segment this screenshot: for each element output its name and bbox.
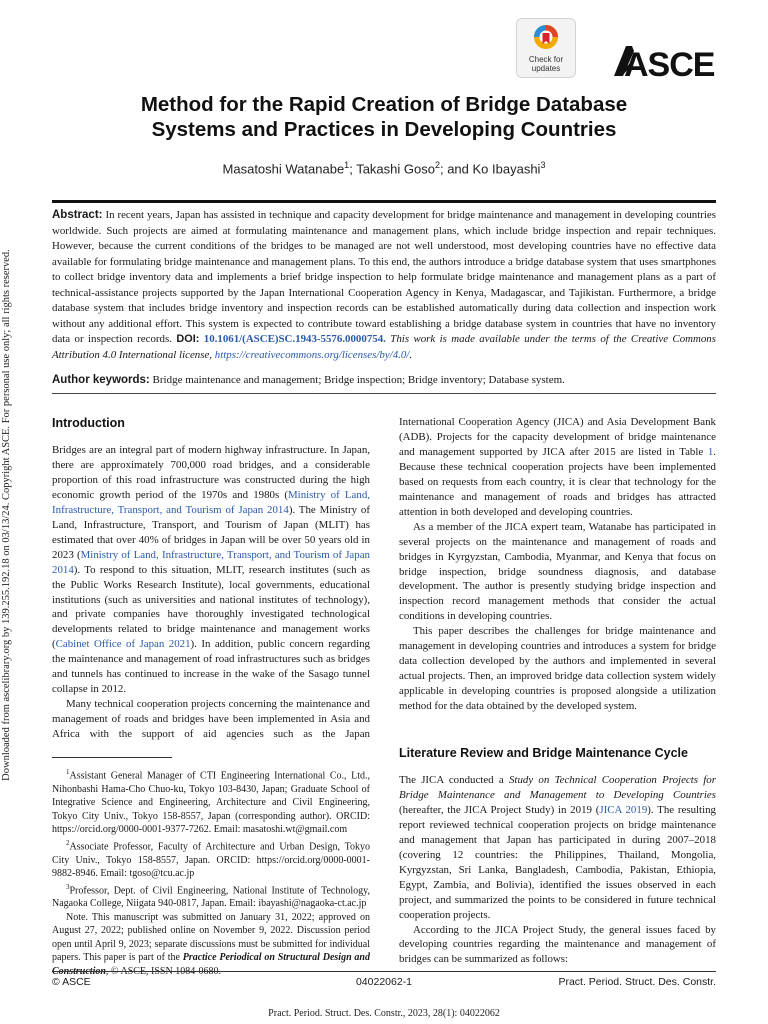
introduction-paragraph-4: This paper describes the challenges for bridge maintenance and management in developing countries and introduces a system for bridge data collection developed by the authors and implemented in several actual projects. Then, an improved bridge data collection system widely applicable in developing countries is proposed alongside a utilization method for the data obtained by the developed system. <box>399 625 716 713</box>
text-run: Bridges are an integral part of modern highway infrastructure. In Japan, there are approximately 700,000 road bridges, and a considerable proportion of this road infrastructure was constructed during the high economic growth period of the 1970s and 1980s ( <box>52 444 370 501</box>
text-run: Many technical cooperation projects concerning the maintenance and management of roads and bridges have been implemented in Asia and Africa with the support of aid agencies such as the Japan <box>52 698 370 741</box>
table-1-link[interactable]: 1 <box>707 445 714 458</box>
badge-label: Check for updates <box>528 55 564 73</box>
title-line-2: Systems and Practices in Developing Countries <box>151 118 617 141</box>
check-for-updates-badge[interactable] <box>516 18 576 78</box>
literature-paragraph-2: According to the JICA Project Study, the general issues faced by developing countries regarding the maintenance and management of bridges can be summarized as follows: <box>399 923 716 966</box>
abstract: Abstract: In recent years, Japan has assisted in technique and capacity development for bridge maintenance and management in developing countries worldwide. Such projects are aimed at formulating maintenance and management plans, which include bridge inspection and repair techniques. However, because the current conditions of the bridges to be managed are not well understood, most developing countries have no effective data available for formulating bridge maintenance and management plans. To this end, the authors introduce a bridge database system that uses smartphones to collect bridge inventory data and implements a brief bridge inspection to help formulate bridge maintenance and management plans as a part of technical-assistance projects supported by the Japan International Cooperation Agency in Kenya, Madagascar, and Tajikistan. Furthermore, a bridge database system that includes bridge inventory and inspection records can be established automatically during data collection and inspection work without any additional effort. This system is expected to contribute toward establishing a bridge database system in countries that have no inventory data or inspection records. DOI: 10.1061/(ASCE)SC.1943-5576.0000754. This work is made available under the terms of the Creative Commons Attribution 4.0 International license, https://creativecommons.org/licenses/by/4.0/. <box>52 209 716 361</box>
introduction-right-column <box>399 415 716 714</box>
abstract-label: Abstract: <box>52 209 103 221</box>
license-text: This work is made available under the terms of the Creative Commons Attribution 4.0 International license, <box>52 333 716 361</box>
author-affiliation-mark: 2 <box>434 160 440 170</box>
license-link[interactable]: https://creativecommons.org/licenses/by/4.0/ <box>214 348 410 361</box>
literature-paragraph-1: The JICA conducted a Study on Technical Cooperation Projects for Bridge Maintenance and Management to Developing Countries (hereafter, the JICA Project Study) in 2019 (JICA 2019). The resulting report reviewed technical cooperation projects on bridge maintenance and management that Japan has participated in during 2007–2018 (covering 12 countries: the Philippines, Thailand, Mongolia, Kyrgyzstan, Sri Lanka, Bangladesh, Cambodia, Pakistan, Ethiopia, Egypt, Zambia, and Bolivia), identified the issues observed in each project, and summarized the points to be considered in future technical cooperation projects. <box>399 774 716 921</box>
study-title: Study on Technical Cooperation Projects for Bridge Maintenance and Management to Developing Countries <box>399 774 716 801</box>
author-name: Ko Ibayashi <box>472 161 541 177</box>
text-run: ). In addition, public concern regarding the maintenance and management of road infrastructures such as bridges and tunnels has continued to increase in the wake of the Sasago tunnel collapse in 2012. <box>52 638 370 696</box>
reference-link-1[interactable]: Ministry of Land, Infrastructure, Transport, and Tourism of Japan 2014 <box>52 548 370 576</box>
author-affiliation-mark: 1 <box>344 160 350 170</box>
reference-link-0[interactable]: Ministry of Land, Infrastructure, Transport, and Tourism of Japan 2014 <box>52 488 370 516</box>
text-run: ). The Ministry of Land, Infrastructure, Transport, and Tourism of Japan (MLIT) has estimated that over 40% of bridges in Japan will be over 50 years old in 2023 ( <box>52 503 370 561</box>
introduction-left-column <box>52 443 370 742</box>
keywords-text: Bridge maintenance and management; Bridge inspection; Bridge inventory; Database system. <box>149 374 565 386</box>
text-run: International Cooperation Agency (JICA) and Asia Development Bank (ADB). Projects for the capacity development of bridge maintenance and management supported by JICA after 2015 are listed in <box>399 416 716 458</box>
text-run: . Because these technical cooperation projects have been implemented based on requests from each country, it is clear that technology for the maintenance and management of roads and bridges has attracted attention in both developed and developing countries. <box>399 445 716 518</box>
reference-link-jica-2019[interactable]: JICA 2019 <box>599 803 648 816</box>
author-name: Masatoshi Watanabe <box>222 161 345 177</box>
abstract-top-rule <box>52 200 716 203</box>
footnote-rule <box>52 757 172 758</box>
author-name: Takashi Goso <box>356 161 435 177</box>
asce-logo <box>612 40 724 84</box>
title-line-1: Method for the Rapid Creation of Bridge Database <box>140 93 628 116</box>
keywords-label: Author keywords: <box>52 374 150 386</box>
abstract-body: In recent years, Japan has assisted in technique and capacity development for bridge maintenance and management in developing countries worldwide. Such projects are aimed at formulating maintenance and management plans, which include bridge inspection and repair techniques. However, because the current conditions of the bridges to be managed are not well understood, most developing countries have no effective data available for formulating bridge maintenance and management plans. To this end, the authors introduce a bridge database system that uses smartphones to collect bridge inventory data and implements a brief bridge inspection to help formulate bridge maintenance and management plans as a part of technical-assistance projects supported by the Japan International Cooperation Agency in Kenya, Madagascar, and Tajikistan. Furthermore, a bridge database system that includes bridge inventory and inspection records can be established automatically during data collection and inspection work without any additional effort. This system is expected to contribute toward establishing a bridge database system in countries that have no inventory data or inspection records. <box>52 209 716 345</box>
doi-link[interactable]: 10.1061/(ASCE)SC.1943-5576.0000754. <box>203 333 386 345</box>
author-keywords <box>52 372 716 388</box>
keywords-bottom-rule <box>52 393 716 394</box>
literature-review-heading: Literature Review and Bridge Maintenance Cycle <box>399 746 688 760</box>
footnote-2: $^2$Associate Professor, Faculty of Architecture and Urban Design, Tokyo City Univ., Tokyo 158-8557, Japan. ORCID: https://orcid.org/0000-0001-9882-8946. Email: tgoso@tcu.ac.jp <box>52 838 370 880</box>
bookmark-icon <box>533 24 559 54</box>
footer-copyright: © ASCE <box>52 976 91 988</box>
paper-title <box>60 92 708 142</box>
literature-review-column <box>399 773 716 967</box>
journal-name: Practice Periodical on Structural Design and <box>182 952 370 964</box>
footer-journal-abbrev: Pract. Period. Struct. Des. Constr. <box>558 976 716 988</box>
footnotes <box>52 766 370 978</box>
footer-article-number: 04022062-1 <box>355 976 413 988</box>
introduction-paragraph-3: As a member of the JICA expert team, Watanabe has participated in several projects on the maintenance and management of roads and bridges in Kyrgyzstan, Cambodia, Myanmar, and Kenya that focus on bridge inspection, bridge soundness diagnosis, and database development. The author is presently studying bridge inspection and inspection record management methods that consider the actual conditions in developing countries. <box>399 520 716 623</box>
manuscript-note: Note. This manuscript was submitted on January 31, 2022; approved on August 27, 2022; published online on November 9, 2022. Discussion period open until April 9, 2023; separate discussions must be submitted for individual papers. This paper is part of the Practice Periodical on Structural Design and <box>52 911 370 979</box>
introduction-heading: Introduction <box>52 416 125 430</box>
download-notice: Downloaded from ascelibrary.org by 139.255.192.18 on 03/13/24. Copyright ASCE. For personal use only; all rights reserved. <box>1 249 12 781</box>
doi-label: DOI: <box>176 333 200 345</box>
introduction-paragraph-2-continued <box>399 415 716 520</box>
introduction-paragraph-2-start <box>52 697 370 742</box>
text-run: ). To respond to this situation, MLIT, research institutes (such as the Public Works Research Institute), local governments, educational institutions (such as universities and national institutes of technology), and private companies have thoroughly investigated technological developments related to bridge maintenance and management works ( <box>52 563 370 651</box>
reference-link-2[interactable]: Cabinet Office of Japan 2021 <box>55 638 191 651</box>
introduction-paragraph-1 <box>52 443 370 697</box>
footer-rule <box>52 971 716 972</box>
author-list: Masatoshi Watanabe$^1$; Takashi Goso$^2$; and Ko Ibayashi$^3$ <box>222 160 546 177</box>
footnote-3: $^3$Professor, Dept. of Civil Engineering, National Institute of Technology, Nagaoka College, Niigata 940-0817, Japan. Email: ibayashi@nagaoka-ct.ac.jp <box>52 882 370 910</box>
footnote-1: $^1$Assistant General Manager of CTI Engineering International Co., Ltd., Nihonbashi Hama-Cho Chuo-ku, Tokyo 103-8430, Japan; Graduate School of Integrative Science and Engineering, Architecture and Civil Engineering, Tokyo City Univ., Tokyo 158-8557, Japan (corresponding author). ORCID: https://orcid.org/0000-0001-9377-7262. Email: masatoshi.wt@gmail.com <box>52 768 370 836</box>
table-word: Table <box>679 445 708 458</box>
svg-text:ASCE: ASCE <box>624 46 715 84</box>
citation-line: Pract. Period. Struct. Des. Constr., 2023, 28(1): 04022062 <box>268 1008 500 1019</box>
author-affiliation-mark: 3 <box>540 160 546 170</box>
